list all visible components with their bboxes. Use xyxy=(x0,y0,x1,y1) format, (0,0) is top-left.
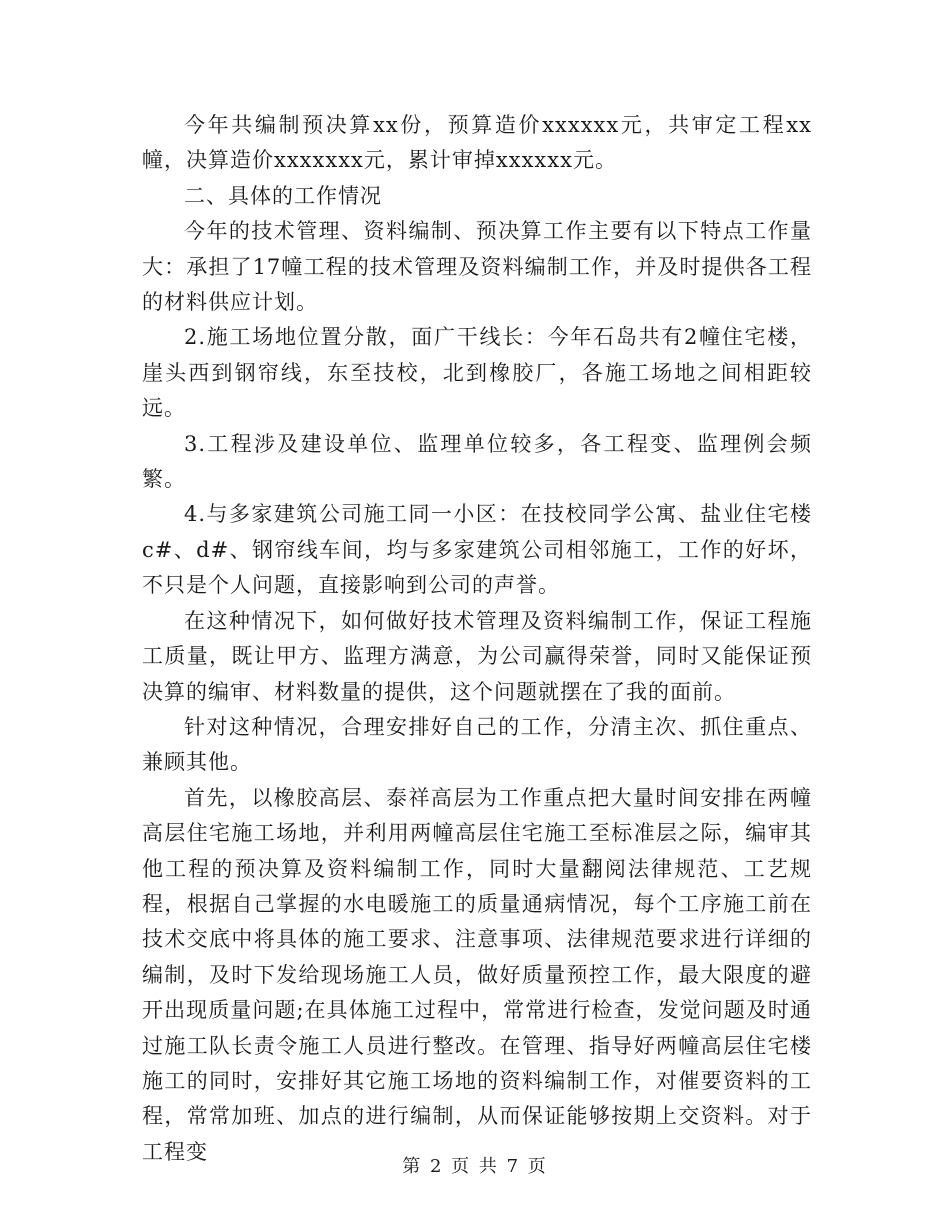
paragraph-shared-community: 4.与多家建筑公司施工同一小区：在技校同学公寓、盐业住宅楼c#、d#、钢帘线车间，均与多家建筑公司相邻施工，工作的好坏，不只是个人问题，直接影响到公司的声誉。 xyxy=(142,502,812,598)
paragraph-site-dispersion: 2.施工场地位置分散，面广干线长：今年石岛共有2幢住宅楼，崖头西到钢帘线，东至技校，北到橡胶厂，各施工场地之间相距较远。 xyxy=(142,325,812,421)
paragraph-budget-summary: 今年共编制预决算xx份，预算造价xxxxxx元，共审定工程xx幢，决算造价xxxxxxx元，累计审掉xxxxxx元。 xyxy=(142,113,812,173)
paragraph-challenge: 在这种情况下，如何做好技术管理及资料编制工作，保证工程施工质量，既让甲方、监理方满意，为公司赢得荣誉，同时又能保证预决算的编审、材料数量的提供，这个问题就摆在了我的面前。 xyxy=(142,608,812,704)
page-number-footer: 第 2 页 共 7 页 xyxy=(402,1156,548,1177)
section-heading-work-situation: 二、具体的工作情况 xyxy=(184,183,382,208)
paragraph-approach: 针对这种情况，合理安排好自己的工作，分清主次、抓住重点、兼顾其他。 xyxy=(142,714,812,775)
paragraph-first-priority: 首先，以橡胶高层、泰祥高层为工作重点把大量时间安排在两幢高层住宅施工场地，并利用两幢高层住宅施工至标准层之际，编审其他工程的预决算及资料编制工作，同时大量翻阅法律规范、工艺规程，根据自己掌握的水电暖施工的质量通病情况，每个工序施工前在技术交底中将具体的施工要求、注意事项、法律规范要求进行详细的编制，及时下发给现场施工人员，做好质量预控工作，最大限度的避开出现质量问题;在具体施工过程中，常常进行检查，发觉问题及时通过施工队长责令施工人员进行整改。在管理、指导好两幢高层住宅楼施工的同时，安排好其它施工场地的资料编制工作，对催要资料的工程，常常加班、加点的进行编制，从而保证能够按期上交资料。对于工程变 xyxy=(142,785,812,1164)
paragraph-many-units: 3.工程涉及建设单位、监理单位较多，各工程变、监理例会频繁。 xyxy=(142,431,812,492)
document-body xyxy=(142,108,812,1170)
paragraph-workload: 今年的技术管理、资料编制、预决算工作主要有以下特点工作量大：承担了17幢工程的技术管理及资料编制工作，并及时提供各工程的材料供应计划。 xyxy=(142,219,812,315)
